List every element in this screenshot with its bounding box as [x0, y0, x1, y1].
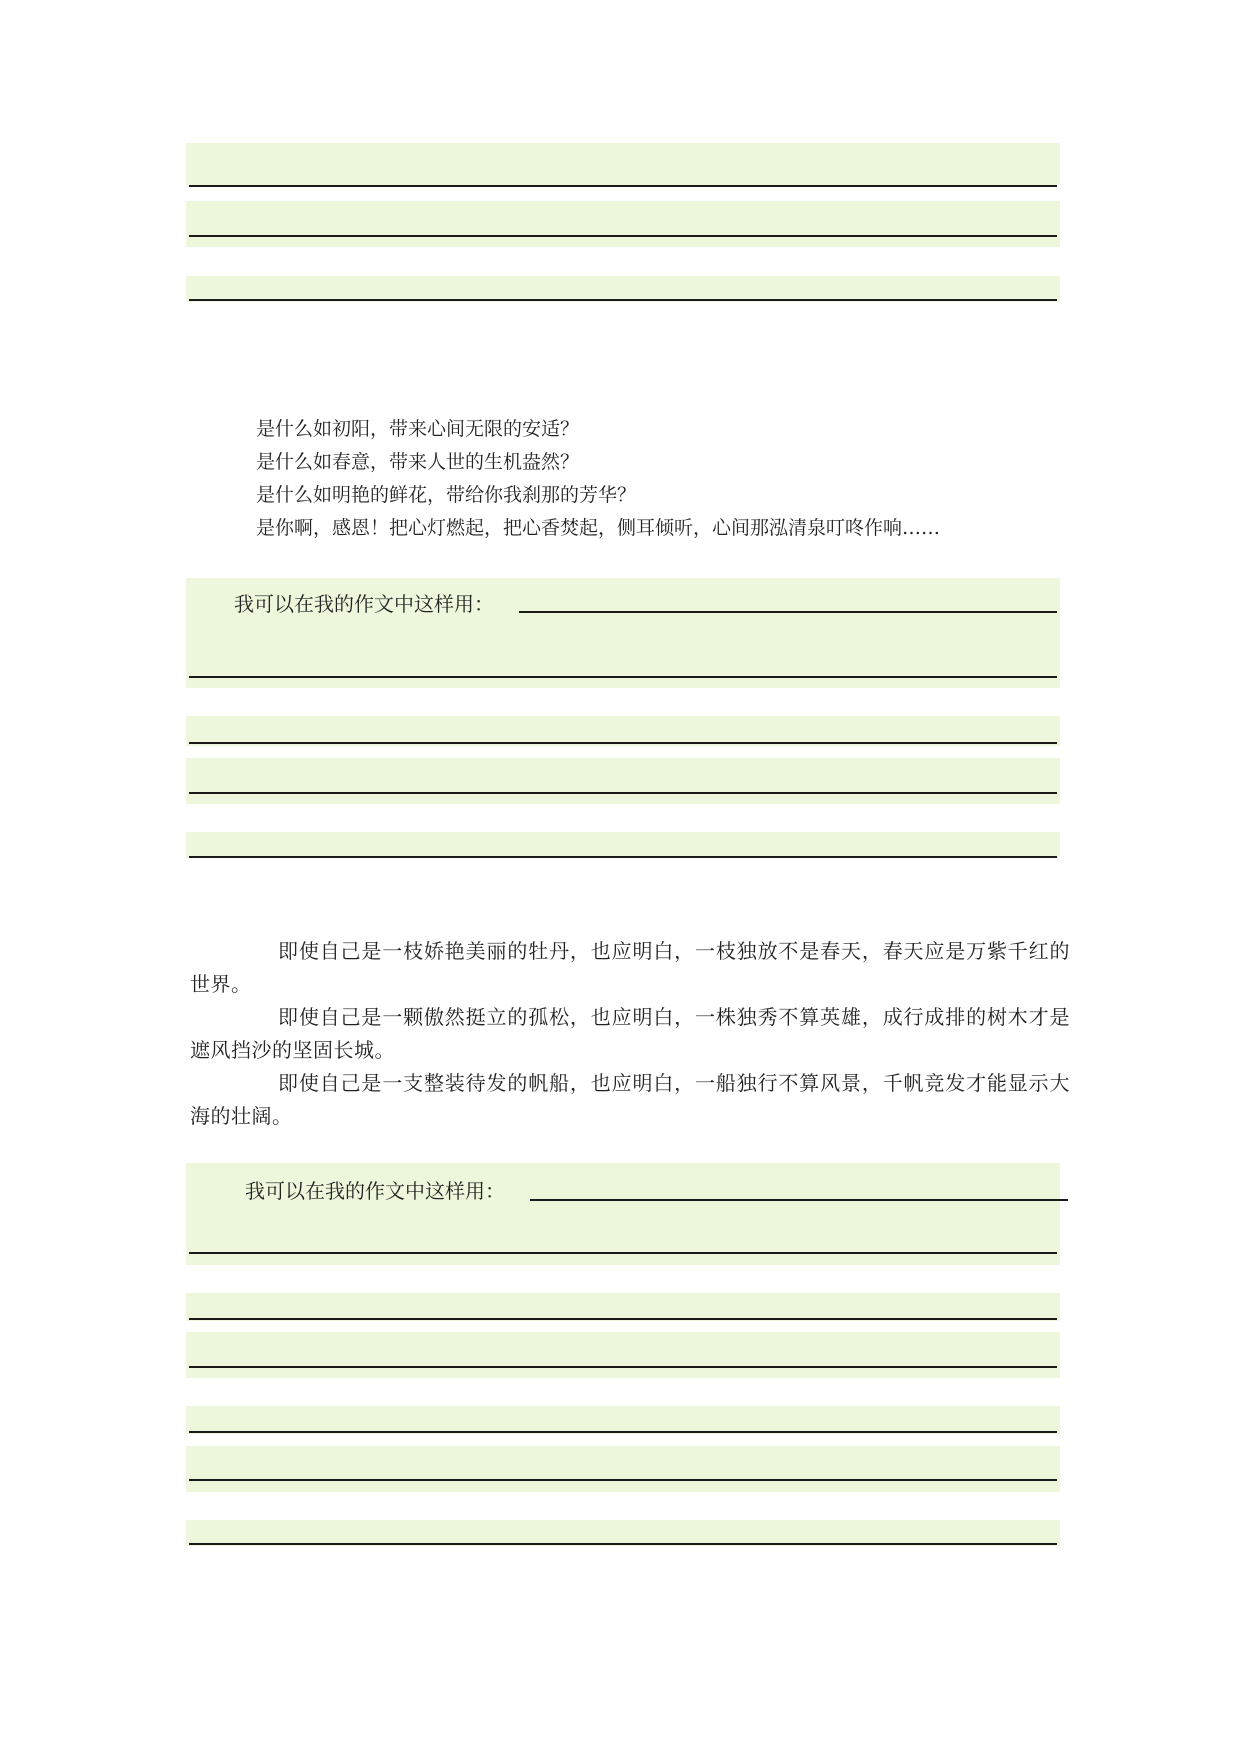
answer-band — [186, 758, 1060, 804]
poem-line: 是什么如明艳的鲜花，带给你我刹那的芳华？ — [256, 484, 637, 506]
answer-band — [186, 1446, 1060, 1492]
answer-line[interactable] — [189, 742, 1057, 744]
answer-line[interactable] — [189, 1252, 1057, 1254]
answer-band — [186, 201, 1060, 247]
answer-line[interactable] — [530, 1199, 1068, 1201]
prompt-label: 我可以在我的作文中这样用： — [245, 1179, 505, 1203]
answer-line[interactable] — [189, 1543, 1057, 1545]
prompt-label: 我可以在我的作文中这样用： — [234, 592, 494, 616]
poem-line: 是什么如初阳，带来心间无限的安适？ — [256, 418, 580, 440]
answer-line[interactable] — [189, 299, 1057, 301]
answer-line[interactable] — [189, 856, 1057, 858]
answer-line[interactable] — [189, 1318, 1057, 1320]
answer-line[interactable] — [189, 1431, 1057, 1433]
answer-line[interactable] — [519, 611, 1057, 613]
answer-band — [186, 143, 1060, 185]
answer-line[interactable] — [189, 185, 1057, 187]
answer-line[interactable] — [189, 235, 1057, 237]
answer-band — [186, 1332, 1060, 1378]
poem-line: 是你啊，感恩！把心灯燃起，把心香焚起，侧耳倾听，心间那泓清泉叮咚作响…… — [256, 517, 941, 539]
answer-line[interactable] — [189, 1366, 1057, 1368]
answer-band — [186, 1406, 1060, 1434]
poem-line: 是什么如春意，带来人世的生机盎然？ — [256, 451, 580, 473]
prose-paragraph: 即使自己是一颗傲然挺立的孤松，也应明白，一株独秀不算英雄，成行成排的树木才是遮风挡沙的坚固长城。 — [190, 1005, 1070, 1062]
prose-block — [190, 935, 1070, 1133]
prose-paragraph: 即使自己是一枝娇艳美丽的牡丹，也应明白，一枝独放不是春天，春天应是万紫千红的世界。 — [190, 939, 1070, 996]
answer-band — [186, 832, 1060, 858]
answer-line[interactable] — [189, 676, 1057, 678]
answer-line[interactable] — [189, 792, 1057, 794]
answer-band — [186, 1293, 1060, 1321]
poem-block — [256, 413, 940, 545]
answer-line[interactable] — [189, 1479, 1057, 1481]
prose-paragraph: 即使自己是一支整装待发的帆船，也应明白，一船独行不算风景，千帆竞发才能显示大海的壮阔。 — [190, 1071, 1070, 1128]
